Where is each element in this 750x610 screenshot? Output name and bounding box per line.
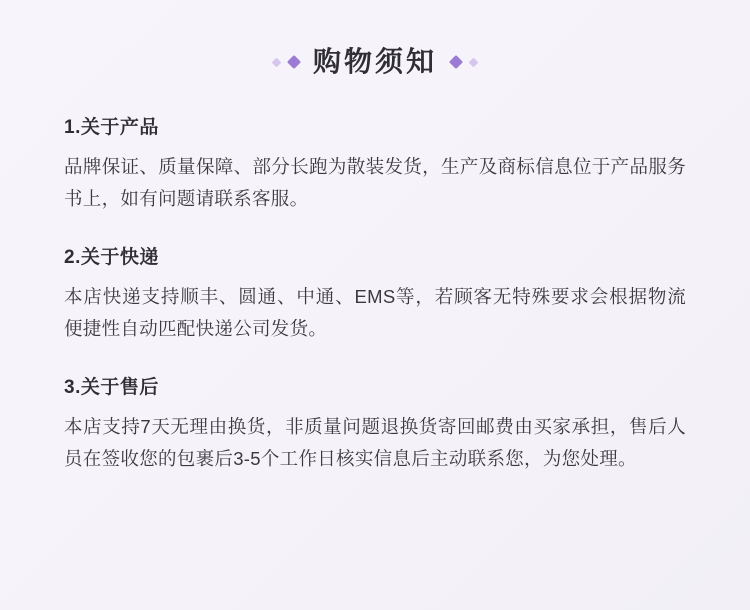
section-shipping — [64, 242, 686, 346]
section-after-sales — [64, 372, 686, 476]
section-title: 3.关于售后 — [64, 376, 159, 398]
page-title: 购物须知 — [312, 46, 437, 77]
section-body: 本店快递支持顺丰、圆通、中通、EMS等，若顾客无特殊要求会根据物流便捷性自动匹配快递公司发货。 — [64, 285, 686, 340]
diamond-icon — [287, 55, 301, 69]
page-title-row — [64, 48, 686, 76]
diamond-icon — [469, 57, 479, 67]
diamond-icon — [272, 57, 282, 67]
section-title: 2.关于快递 — [64, 246, 159, 268]
section-title: 1.关于产品 — [64, 117, 159, 138]
section-body: 本店支持7天无理由换货，非质量问题退换货寄回邮费由买家承担，售后人员在签收您的包裹后3-5个工作日核实信息后主动联系您，为您处理。 — [64, 415, 686, 469]
right-diamond-ornament — [451, 57, 477, 67]
diamond-icon — [449, 55, 463, 69]
left-diamond-ornament — [273, 57, 299, 67]
section-body: 品牌保证、质量保障、部分长跑为散装发货，生产及商标信息位于产品服务书上，如有问题请联系客服。 — [64, 156, 686, 210]
section-product — [64, 112, 686, 216]
